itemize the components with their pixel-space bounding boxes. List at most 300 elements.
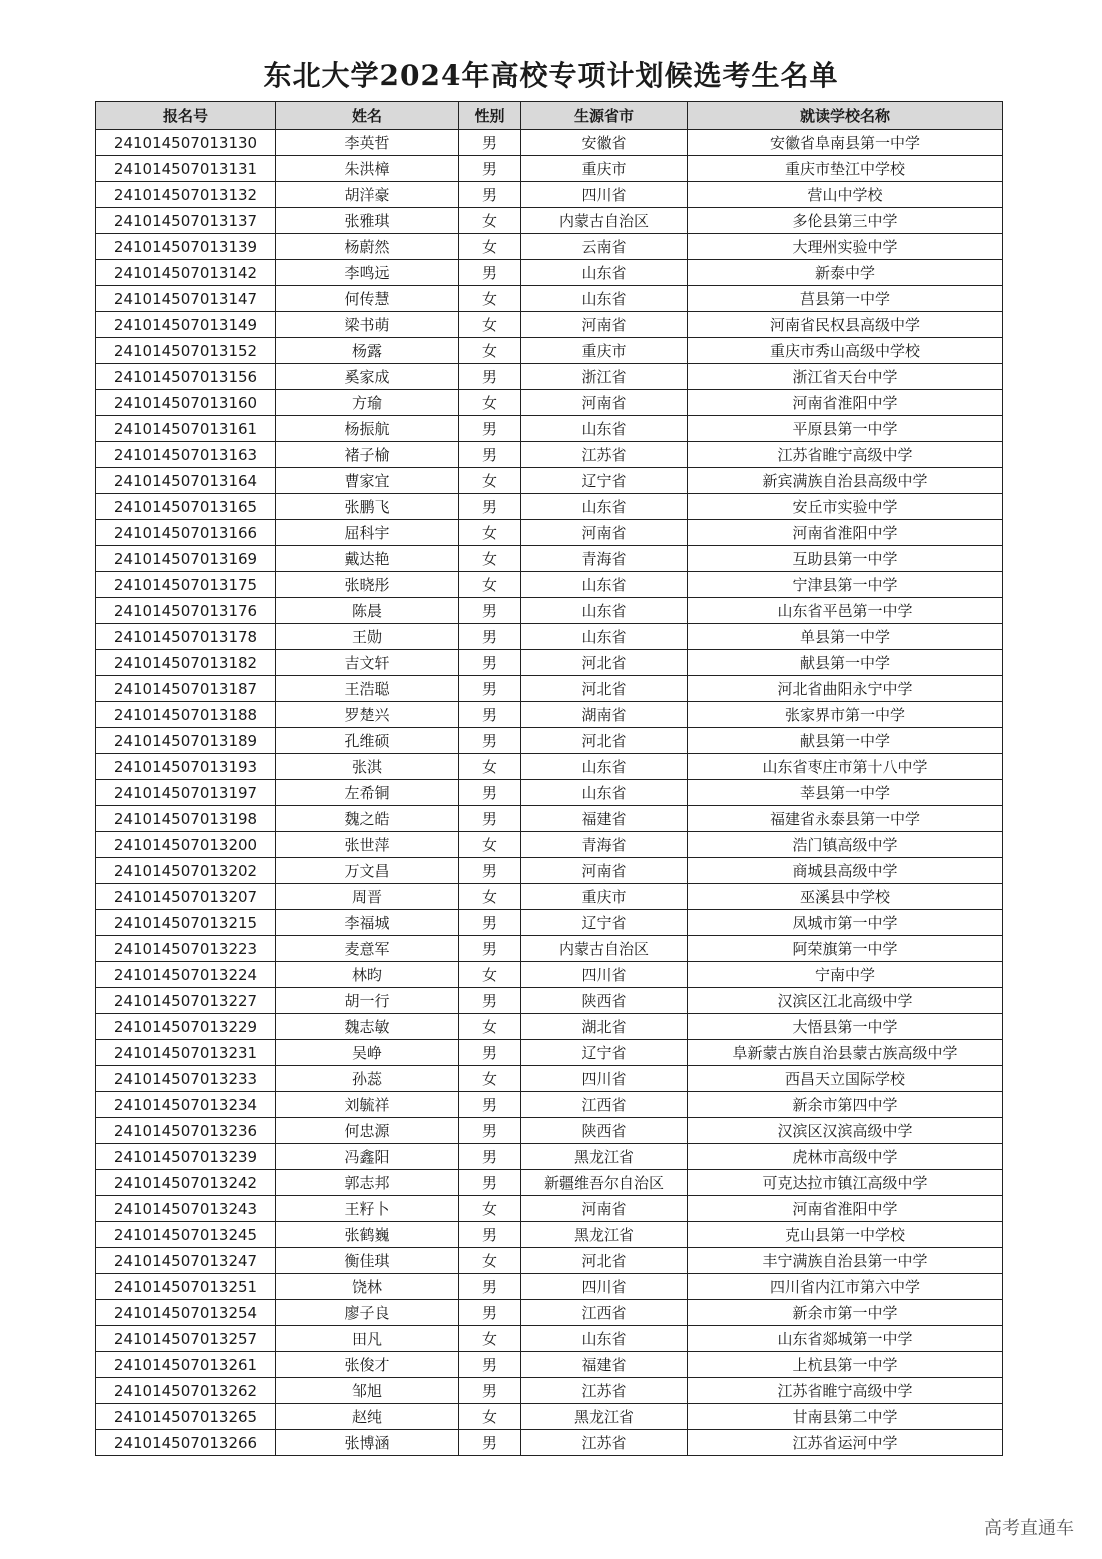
name-cell: 张晓彤 — [276, 572, 459, 598]
table-row — [96, 1118, 1003, 1144]
table-row — [96, 182, 1003, 208]
registration-no-cell: 241014507013131 — [96, 156, 276, 182]
school-cell: 上杭县第一中学 — [688, 1352, 1003, 1378]
name-cell: 张雅琪 — [276, 208, 459, 234]
name-cell: 赵纯 — [276, 1404, 459, 1430]
gender-cell: 男 — [459, 910, 521, 936]
province-cell: 内蒙古自治区 — [521, 936, 688, 962]
table-row — [96, 962, 1003, 988]
registration-no-cell: 241014507013193 — [96, 754, 276, 780]
table-row — [96, 832, 1003, 858]
province-cell: 河北省 — [521, 728, 688, 754]
gender-cell: 男 — [459, 182, 521, 208]
name-cell: 张淇 — [276, 754, 459, 780]
name-cell: 田凡 — [276, 1326, 459, 1352]
registration-no-cell: 241014507013261 — [96, 1352, 276, 1378]
school-cell: 山东省郯城第一中学 — [688, 1326, 1003, 1352]
school-cell: 江苏省睢宁高级中学 — [688, 1378, 1003, 1404]
province-cell: 山东省 — [521, 1326, 688, 1352]
column-header-name: 姓名 — [276, 102, 459, 130]
registration-no-cell: 241014507013262 — [96, 1378, 276, 1404]
gender-cell: 女 — [459, 546, 521, 572]
gender-cell: 男 — [459, 1378, 521, 1404]
school-cell: 可克达拉市镇江高级中学 — [688, 1170, 1003, 1196]
table-row — [96, 806, 1003, 832]
province-cell: 山东省 — [521, 780, 688, 806]
province-cell: 青海省 — [521, 832, 688, 858]
table-row — [96, 130, 1003, 156]
province-cell: 河南省 — [521, 312, 688, 338]
gender-cell: 男 — [459, 1274, 521, 1300]
name-cell: 杨蔚然 — [276, 234, 459, 260]
name-cell: 魏志敏 — [276, 1014, 459, 1040]
registration-no-cell: 241014507013257 — [96, 1326, 276, 1352]
province-cell: 四川省 — [521, 962, 688, 988]
name-cell: 李英哲 — [276, 130, 459, 156]
name-cell: 李福城 — [276, 910, 459, 936]
registration-no-cell: 241014507013223 — [96, 936, 276, 962]
registration-no-cell: 241014507013265 — [96, 1404, 276, 1430]
gender-cell: 男 — [459, 728, 521, 754]
table-row — [96, 858, 1003, 884]
province-cell: 福建省 — [521, 806, 688, 832]
gender-cell: 女 — [459, 1196, 521, 1222]
table-row — [96, 1170, 1003, 1196]
table-row — [96, 494, 1003, 520]
name-cell: 陈晨 — [276, 598, 459, 624]
table-row — [96, 702, 1003, 728]
school-cell: 张家界市第一中学 — [688, 702, 1003, 728]
province-cell: 黑龙江省 — [521, 1404, 688, 1430]
registration-no-cell: 241014507013251 — [96, 1274, 276, 1300]
column-header-province: 生源省市 — [521, 102, 688, 130]
province-cell: 安徽省 — [521, 130, 688, 156]
school-cell: 山东省枣庄市第十八中学 — [688, 754, 1003, 780]
gender-cell: 女 — [459, 312, 521, 338]
table-row — [96, 1300, 1003, 1326]
province-cell: 四川省 — [521, 182, 688, 208]
gender-cell: 女 — [459, 832, 521, 858]
table-row — [96, 1196, 1003, 1222]
name-cell: 胡洋豪 — [276, 182, 459, 208]
page-title: 东北大学2024年高校专项计划候选考生名单 — [263, 59, 839, 92]
school-cell: 江苏省运河中学 — [688, 1430, 1003, 1456]
table-row — [96, 1222, 1003, 1248]
name-cell: 周晋 — [276, 884, 459, 910]
school-cell: 安徽省阜南县第一中学 — [688, 130, 1003, 156]
province-cell: 河南省 — [521, 390, 688, 416]
province-cell: 山东省 — [521, 286, 688, 312]
table-row — [96, 1274, 1003, 1300]
province-cell: 重庆市 — [521, 338, 688, 364]
school-cell: 宁南中学 — [688, 962, 1003, 988]
province-cell: 江西省 — [521, 1300, 688, 1326]
name-cell: 王籽卜 — [276, 1196, 459, 1222]
school-cell: 江苏省睢宁高级中学 — [688, 442, 1003, 468]
name-cell: 魏之皓 — [276, 806, 459, 832]
registration-no-cell: 241014507013130 — [96, 130, 276, 156]
province-cell: 重庆市 — [521, 884, 688, 910]
table-row — [96, 1066, 1003, 1092]
gender-cell: 女 — [459, 1014, 521, 1040]
province-cell: 内蒙古自治区 — [521, 208, 688, 234]
gender-cell: 女 — [459, 1326, 521, 1352]
school-cell: 献县第一中学 — [688, 728, 1003, 754]
name-cell: 张俊才 — [276, 1352, 459, 1378]
gender-cell: 男 — [459, 676, 521, 702]
gender-cell: 男 — [459, 1300, 521, 1326]
gender-cell: 女 — [459, 1066, 521, 1092]
province-cell: 辽宁省 — [521, 468, 688, 494]
table-row — [96, 234, 1003, 260]
registration-no-cell: 241014507013149 — [96, 312, 276, 338]
registration-no-cell: 241014507013207 — [96, 884, 276, 910]
province-cell: 湖北省 — [521, 1014, 688, 1040]
table-row — [96, 260, 1003, 286]
registration-no-cell: 241014507013189 — [96, 728, 276, 754]
name-cell: 杨振航 — [276, 416, 459, 442]
school-cell: 新宾满族自治县高级中学 — [688, 468, 1003, 494]
registration-no-cell: 241014507013247 — [96, 1248, 276, 1274]
registration-no-cell: 241014507013266 — [96, 1430, 276, 1456]
province-cell: 辽宁省 — [521, 910, 688, 936]
province-cell: 河南省 — [521, 858, 688, 884]
gender-cell: 女 — [459, 1404, 521, 1430]
table-row — [96, 416, 1003, 442]
province-cell: 河北省 — [521, 650, 688, 676]
province-cell: 河北省 — [521, 676, 688, 702]
registration-no-cell: 241014507013242 — [96, 1170, 276, 1196]
school-cell: 单县第一中学 — [688, 624, 1003, 650]
registration-no-cell: 241014507013163 — [96, 442, 276, 468]
school-cell: 互助县第一中学 — [688, 546, 1003, 572]
school-cell: 商城县高级中学 — [688, 858, 1003, 884]
table-row — [96, 572, 1003, 598]
school-cell: 四川省内江市第六中学 — [688, 1274, 1003, 1300]
name-cell: 张鹏飞 — [276, 494, 459, 520]
school-cell: 大悟县第一中学 — [688, 1014, 1003, 1040]
table-row — [96, 520, 1003, 546]
school-cell: 福建省永泰县第一中学 — [688, 806, 1003, 832]
name-cell: 廖子良 — [276, 1300, 459, 1326]
registration-no-cell: 241014507013132 — [96, 182, 276, 208]
registration-no-cell: 241014507013229 — [96, 1014, 276, 1040]
school-cell: 汉滨区汉滨高级中学 — [688, 1118, 1003, 1144]
registration-no-cell: 241014507013254 — [96, 1300, 276, 1326]
school-cell: 克山县第一中学校 — [688, 1222, 1003, 1248]
table-body — [96, 130, 1003, 1456]
school-cell: 新余市第一中学 — [688, 1300, 1003, 1326]
gender-cell: 男 — [459, 416, 521, 442]
registration-no-cell: 241014507013139 — [96, 234, 276, 260]
name-cell: 孙蕊 — [276, 1066, 459, 1092]
school-cell: 西昌天立国际学校 — [688, 1066, 1003, 1092]
province-cell: 山东省 — [521, 260, 688, 286]
registration-no-cell: 241014507013182 — [96, 650, 276, 676]
province-cell: 湖南省 — [521, 702, 688, 728]
registration-no-cell: 241014507013224 — [96, 962, 276, 988]
name-cell: 罗楚兴 — [276, 702, 459, 728]
registration-no-cell: 241014507013147 — [96, 286, 276, 312]
school-cell: 新泰中学 — [688, 260, 1003, 286]
name-cell: 郭志邦 — [276, 1170, 459, 1196]
table-row — [96, 468, 1003, 494]
gender-cell: 女 — [459, 962, 521, 988]
gender-cell: 女 — [459, 1248, 521, 1274]
province-cell: 陕西省 — [521, 1118, 688, 1144]
gender-cell: 男 — [459, 1092, 521, 1118]
school-cell: 重庆市垫江中学校 — [688, 156, 1003, 182]
school-cell: 莘县第一中学 — [688, 780, 1003, 806]
province-cell: 云南省 — [521, 234, 688, 260]
name-cell: 麦意军 — [276, 936, 459, 962]
registration-no-cell: 241014507013152 — [96, 338, 276, 364]
school-cell: 献县第一中学 — [688, 650, 1003, 676]
registration-no-cell: 241014507013156 — [96, 364, 276, 390]
province-cell: 河南省 — [521, 1196, 688, 1222]
gender-cell: 男 — [459, 936, 521, 962]
gender-cell: 男 — [459, 702, 521, 728]
registration-no-cell: 241014507013215 — [96, 910, 276, 936]
table-row — [96, 598, 1003, 624]
province-cell: 山东省 — [521, 416, 688, 442]
gender-cell: 男 — [459, 988, 521, 1014]
table-row — [96, 1326, 1003, 1352]
registration-no-cell: 241014507013200 — [96, 832, 276, 858]
table-header-row — [96, 102, 1003, 130]
gender-cell: 男 — [459, 130, 521, 156]
column-header-school: 就读学校名称 — [688, 102, 1003, 130]
province-cell: 河南省 — [521, 520, 688, 546]
school-cell: 汉滨区江北高级中学 — [688, 988, 1003, 1014]
school-cell: 宁津县第一中学 — [688, 572, 1003, 598]
name-cell: 胡一行 — [276, 988, 459, 1014]
name-cell: 戴达艳 — [276, 546, 459, 572]
registration-no-cell: 241014507013197 — [96, 780, 276, 806]
name-cell: 杨露 — [276, 338, 459, 364]
table-row — [96, 1092, 1003, 1118]
name-cell: 刘毓祥 — [276, 1092, 459, 1118]
province-cell: 福建省 — [521, 1352, 688, 1378]
table-row — [96, 338, 1003, 364]
candidate-table — [95, 101, 1003, 1456]
school-cell: 凤城市第一中学 — [688, 910, 1003, 936]
name-cell: 奚家成 — [276, 364, 459, 390]
table-row — [96, 650, 1003, 676]
registration-no-cell: 241014507013142 — [96, 260, 276, 286]
school-cell: 浩门镇高级中学 — [688, 832, 1003, 858]
province-cell: 黑龙江省 — [521, 1144, 688, 1170]
table-row — [96, 910, 1003, 936]
gender-cell: 男 — [459, 598, 521, 624]
name-cell: 左希铜 — [276, 780, 459, 806]
table-row — [96, 546, 1003, 572]
column-header-gender: 性别 — [459, 102, 521, 130]
registration-no-cell: 241014507013188 — [96, 702, 276, 728]
province-cell: 陕西省 — [521, 988, 688, 1014]
school-cell: 浙江省天台中学 — [688, 364, 1003, 390]
registration-no-cell: 241014507013202 — [96, 858, 276, 884]
registration-no-cell: 241014507013178 — [96, 624, 276, 650]
table-row — [96, 208, 1003, 234]
school-cell: 新余市第四中学 — [688, 1092, 1003, 1118]
province-cell: 浙江省 — [521, 364, 688, 390]
gender-cell: 女 — [459, 234, 521, 260]
gender-cell: 男 — [459, 806, 521, 832]
province-cell: 江苏省 — [521, 1378, 688, 1404]
province-cell: 四川省 — [521, 1274, 688, 1300]
gender-cell: 女 — [459, 286, 521, 312]
gender-cell: 男 — [459, 1430, 521, 1456]
name-cell: 屈科宇 — [276, 520, 459, 546]
gender-cell: 男 — [459, 156, 521, 182]
table-row — [96, 1378, 1003, 1404]
gender-cell: 男 — [459, 1040, 521, 1066]
table-row — [96, 156, 1003, 182]
school-cell: 重庆市秀山高级中学校 — [688, 338, 1003, 364]
registration-no-cell: 241014507013231 — [96, 1040, 276, 1066]
registration-no-cell: 241014507013234 — [96, 1092, 276, 1118]
name-cell: 张鹤巍 — [276, 1222, 459, 1248]
registration-no-cell: 241014507013233 — [96, 1066, 276, 1092]
school-cell: 虎林市高级中学 — [688, 1144, 1003, 1170]
school-cell: 巫溪县中学校 — [688, 884, 1003, 910]
table-row — [96, 936, 1003, 962]
table-row — [96, 1144, 1003, 1170]
gender-cell: 男 — [459, 364, 521, 390]
table-row — [96, 988, 1003, 1014]
column-header-registration-no: 报名号 — [96, 102, 276, 130]
name-cell: 曹家宜 — [276, 468, 459, 494]
table-row — [96, 1248, 1003, 1274]
name-cell: 方瑜 — [276, 390, 459, 416]
school-cell: 大理州实验中学 — [688, 234, 1003, 260]
table-row — [96, 676, 1003, 702]
table-row — [96, 780, 1003, 806]
gender-cell: 女 — [459, 520, 521, 546]
province-cell: 江苏省 — [521, 442, 688, 468]
name-cell: 邹旭 — [276, 1378, 459, 1404]
gender-cell: 男 — [459, 1352, 521, 1378]
registration-no-cell: 241014507013169 — [96, 546, 276, 572]
name-cell: 张世萍 — [276, 832, 459, 858]
table-row — [96, 390, 1003, 416]
gender-cell: 男 — [459, 858, 521, 884]
school-cell: 阿荣旗第一中学 — [688, 936, 1003, 962]
school-cell: 平原县第一中学 — [688, 416, 1003, 442]
province-cell: 江苏省 — [521, 1430, 688, 1456]
school-cell: 甘南县第二中学 — [688, 1404, 1003, 1430]
table-row — [96, 1430, 1003, 1456]
registration-no-cell: 241014507013227 — [96, 988, 276, 1014]
province-cell: 新疆维吾尔自治区 — [521, 1170, 688, 1196]
name-cell: 褚子榆 — [276, 442, 459, 468]
province-cell: 四川省 — [521, 1066, 688, 1092]
table-row — [96, 1352, 1003, 1378]
name-cell: 何忠源 — [276, 1118, 459, 1144]
table-row — [96, 728, 1003, 754]
province-cell: 山东省 — [521, 754, 688, 780]
name-cell: 万文昌 — [276, 858, 459, 884]
gender-cell: 女 — [459, 468, 521, 494]
province-cell: 江西省 — [521, 1092, 688, 1118]
school-cell: 多伦县第三中学 — [688, 208, 1003, 234]
gender-cell: 男 — [459, 650, 521, 676]
table-row — [96, 884, 1003, 910]
school-cell: 河南省民权县高级中学 — [688, 312, 1003, 338]
name-cell: 冯鑫阳 — [276, 1144, 459, 1170]
gender-cell: 女 — [459, 754, 521, 780]
school-cell: 阜新蒙古族自治县蒙古族高级中学 — [688, 1040, 1003, 1066]
gender-cell: 男 — [459, 624, 521, 650]
registration-no-cell: 241014507013166 — [96, 520, 276, 546]
school-cell: 山东省平邑第一中学 — [688, 598, 1003, 624]
province-cell: 黑龙江省 — [521, 1222, 688, 1248]
watermark: 高考直通车 — [984, 1518, 1074, 1539]
gender-cell: 女 — [459, 572, 521, 598]
school-cell: 丰宁满族自治县第一中学 — [688, 1248, 1003, 1274]
gender-cell: 男 — [459, 260, 521, 286]
name-cell: 张博涵 — [276, 1430, 459, 1456]
gender-cell: 男 — [459, 1118, 521, 1144]
registration-no-cell: 241014507013187 — [96, 676, 276, 702]
name-cell: 衡佳琪 — [276, 1248, 459, 1274]
gender-cell: 男 — [459, 1144, 521, 1170]
school-cell: 安丘市实验中学 — [688, 494, 1003, 520]
province-cell: 河北省 — [521, 1248, 688, 1274]
gender-cell: 男 — [459, 1222, 521, 1248]
school-cell: 河北省曲阳永宁中学 — [688, 676, 1003, 702]
registration-no-cell: 241014507013176 — [96, 598, 276, 624]
gender-cell: 男 — [459, 442, 521, 468]
registration-no-cell: 241014507013160 — [96, 390, 276, 416]
name-cell: 饶林 — [276, 1274, 459, 1300]
registration-no-cell: 241014507013165 — [96, 494, 276, 520]
school-cell: 莒县第一中学 — [688, 286, 1003, 312]
table-row — [96, 312, 1003, 338]
school-cell: 河南省淮阳中学 — [688, 520, 1003, 546]
table-row — [96, 286, 1003, 312]
gender-cell: 男 — [459, 1170, 521, 1196]
gender-cell: 女 — [459, 884, 521, 910]
school-cell: 河南省淮阳中学 — [688, 390, 1003, 416]
table-row — [96, 754, 1003, 780]
registration-no-cell: 241014507013164 — [96, 468, 276, 494]
name-cell: 梁书萌 — [276, 312, 459, 338]
name-cell: 何传慧 — [276, 286, 459, 312]
table-row — [96, 624, 1003, 650]
registration-no-cell: 241014507013198 — [96, 806, 276, 832]
registration-no-cell: 241014507013137 — [96, 208, 276, 234]
name-cell: 王勋 — [276, 624, 459, 650]
registration-no-cell: 241014507013245 — [96, 1222, 276, 1248]
gender-cell: 男 — [459, 494, 521, 520]
name-cell: 李鸣远 — [276, 260, 459, 286]
gender-cell: 男 — [459, 780, 521, 806]
name-cell: 林昀 — [276, 962, 459, 988]
gender-cell: 女 — [459, 208, 521, 234]
school-cell: 营山中学校 — [688, 182, 1003, 208]
registration-no-cell: 241014507013175 — [96, 572, 276, 598]
province-cell: 辽宁省 — [521, 1040, 688, 1066]
table-row — [96, 442, 1003, 468]
table-row — [96, 364, 1003, 390]
school-cell: 河南省淮阳中学 — [688, 1196, 1003, 1222]
province-cell: 青海省 — [521, 546, 688, 572]
province-cell: 重庆市 — [521, 156, 688, 182]
name-cell: 朱洪樟 — [276, 156, 459, 182]
gender-cell: 女 — [459, 338, 521, 364]
